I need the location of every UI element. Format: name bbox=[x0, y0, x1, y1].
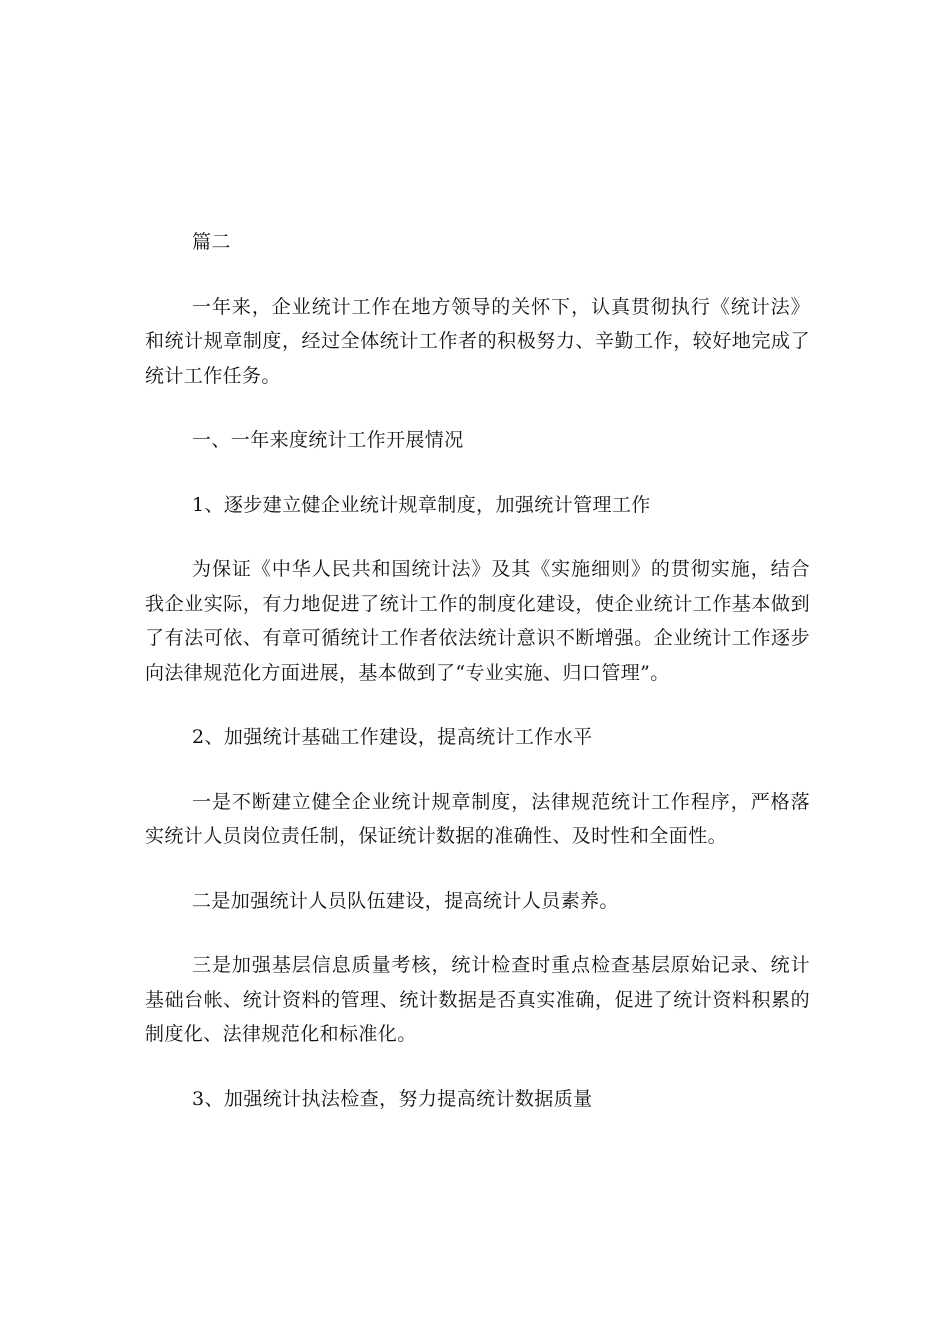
subheading-3: 3、加强统计执法检查，努力提高统计数据质量 bbox=[192, 1087, 593, 1110]
document-body bbox=[145, 225, 810, 1116]
body-paragraph-4: 三是加强基层信息质量考核，统计检查时重点检查基层原始记录、统计基础台帐、统计资料的管理、统计数据是否真实准确，促进了统计资料积累的制度化、法律规范化和标准化。 bbox=[145, 954, 810, 1045]
body-paragraph-2: 一是不断建立健全企业统计规章制度，法律规范统计工作程序，严格落实统计人员岗位责任制，保证统计数据的准确性、及时性和全面性。 bbox=[145, 790, 810, 847]
intro-paragraph: 一年来，企业统计工作在地方领导的关怀下，认真贯彻执行《统计法》和统计规章制度，经过全体统计工作者的积极努力、辛勤工作，较好地完成了统计工作任务。 bbox=[145, 295, 810, 387]
subheading-1: 1、逐步建立健企业统计规章制度，加强统计管理工作 bbox=[192, 493, 651, 516]
body-paragraph-3: 二是加强统计人员队伍建设，提高统计人员素养。 bbox=[192, 889, 619, 912]
section-heading: 篇二 bbox=[192, 231, 231, 253]
chapter-heading: 一、一年来度统计工作开展情况 bbox=[192, 429, 464, 451]
subheading-2: 2、加强统计基础工作建设，提高统计工作水平 bbox=[192, 726, 593, 748]
body-paragraph-1: 为保证《中华人民共和国统计法》及其《实施细则》的贯彻实施，结合我企业实际，有力地促进了统计工作的制度化建设，使企业统计工作基本做到了有法可依、有章可循统计工作者依法统计意识不断增强。企业统计工作逐步向法律规范化方面进展，基本做到了“专业实施、归口管理”。 bbox=[145, 558, 810, 684]
